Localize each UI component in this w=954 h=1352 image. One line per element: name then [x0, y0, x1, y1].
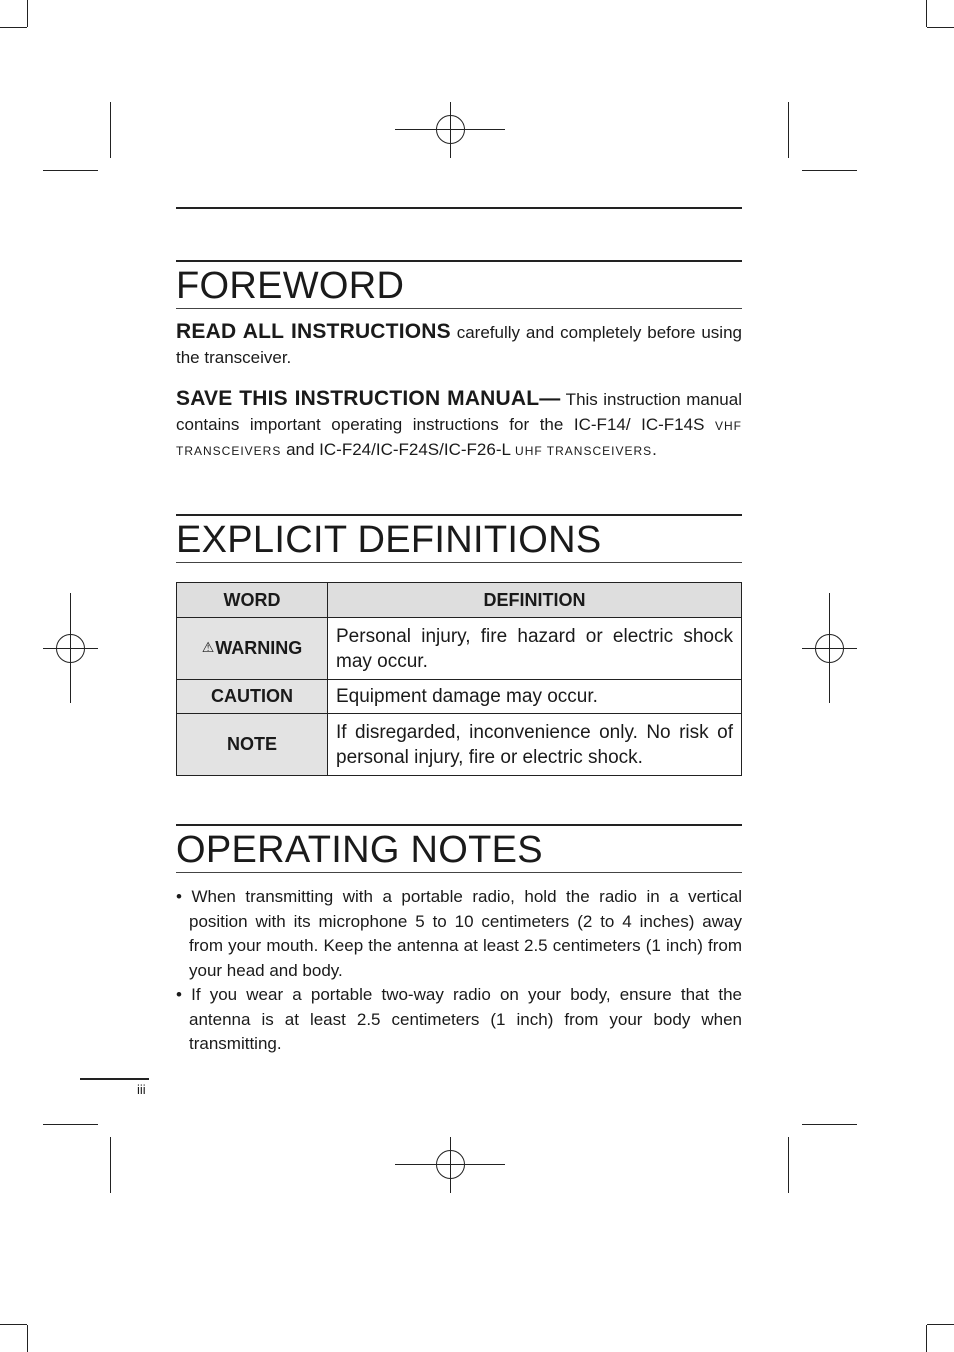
read-instructions-text: carefully and completely before using the transceiver.: [176, 323, 742, 367]
table-row: [177, 618, 742, 680]
definitions-heading: EXPLICIT DEFINITIONS: [176, 514, 742, 563]
definition-cell: Equipment damage may occur.: [328, 680, 742, 714]
registration-mark: [395, 1137, 505, 1193]
definition-cell: If disregarded, inconvenience only. No risk of personal injury, fire or electric shock.: [328, 714, 742, 776]
trim-mark: [43, 170, 98, 171]
foreword-heading: FOREWORD: [176, 260, 742, 309]
warning-triangle-icon: ⚠: [201, 639, 215, 655]
page-number: iii: [137, 1082, 146, 1097]
definitions-table: [176, 582, 742, 776]
trim-mark: [43, 1124, 98, 1125]
registration-mark: [802, 593, 857, 703]
crop-mark: [0, 1324, 27, 1325]
table-row: [177, 680, 742, 714]
table-row: [177, 714, 742, 776]
trim-mark: [802, 170, 857, 171]
crop-mark: [927, 27, 954, 28]
save-manual-lead: SAVE THIS INSTRUCTION MANUAL—: [176, 387, 561, 410]
registration-mark: [43, 593, 98, 703]
read-instructions-paragraph: [176, 320, 742, 370]
operating-notes-heading: OPERATING NOTES: [176, 824, 742, 873]
crop-mark: [27, 0, 28, 27]
word-warning: WARNING: [215, 638, 303, 658]
crop-mark: [927, 1324, 954, 1325]
registration-mark: [395, 102, 505, 158]
table-header-row: [177, 583, 742, 618]
trim-mark: [788, 1137, 789, 1193]
uhf-label: UHF TRANSCEIVERS: [515, 444, 653, 458]
trim-mark: [802, 1124, 857, 1125]
save-manual-text: This instruction manual contains important operating instructions for the IC-F14/ IC-F14S: [176, 390, 742, 434]
trim-mark: [788, 102, 789, 158]
crop-mark: [27, 1325, 28, 1352]
list-item: • When transmitting with a portable radio, hold the radio in a vertical position with its microphone 5 to 10 centimeters (2 to 4 inches) away from your mouth. Keep the antenna at least 2.5 centimeters (1 inch) from your head and body.: [176, 887, 742, 980]
read-instructions-lead: READ ALL INSTRUCTIONS: [176, 320, 451, 343]
list-item: • If you wear a portable two-way radio on your body, ensure that the antenna is at least 2.5 centimeters (1 inch) from your body when transmitting.: [176, 985, 742, 1053]
save-manual-text-2: and IC-F24/IC-F24S/IC-F26-L: [281, 440, 516, 459]
trim-mark: [110, 102, 111, 158]
footer-rule: [80, 1078, 149, 1080]
word-note: NOTE: [177, 714, 328, 776]
vhf-label: VHF TRANSCEIVERS: [176, 418, 742, 458]
column-header-word: WORD: [177, 583, 328, 618]
crop-mark: [926, 1325, 927, 1352]
crop-mark: [926, 0, 927, 27]
operating-notes-list: [176, 885, 742, 1057]
save-manual-paragraph: [176, 387, 742, 464]
word-cell: [177, 618, 328, 680]
trim-mark: [110, 1137, 111, 1193]
crop-mark: [0, 27, 27, 28]
save-manual-end: .: [652, 440, 657, 459]
word-caution: CAUTION: [177, 680, 328, 714]
header-rule: [176, 207, 742, 209]
column-header-definition: DEFINITION: [328, 583, 742, 618]
definition-cell: Personal injury, fire hazard or electric shock may occur.: [328, 618, 742, 680]
